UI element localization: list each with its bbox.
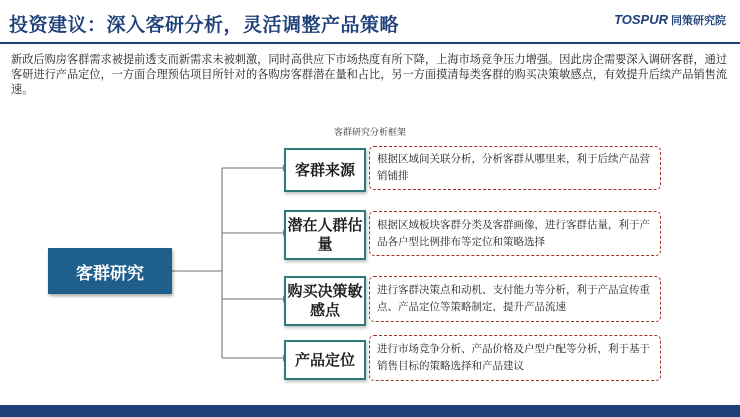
desc-customer-source: 根据区域间关联分析，分析客群从哪里来，利于后续产品营销铺排 [369,146,661,190]
page-title: 投资建议：深入客研分析，灵活调整产品策略 [9,14,400,36]
node-customer-source: 客群来源 [284,148,366,192]
logo-text: TOSPUR [614,12,668,27]
intro-paragraph: 新政后购房客群需求被提前透支而新需求未被刺激，同时高供应下市场热度有所下降，上海市场竞争压力增强。因此房企需要深入调研客群，通过客研进行产品定位，一方面合理预估项目所针对的各购房客群潜在量和占比，另一方面摸清每类客群的购买决策敏感点，有效提升后续产品销售流速。 [11,53,728,96]
root-node-customer-research: 客群研究 [48,248,172,294]
diagram-caption: 客群研究分析框架 [334,128,407,138]
node-potential-volume: 潜在人群估量 [284,210,366,260]
node-purchase-factors: 购买决策敏感点 [284,276,366,326]
desc-product-positioning: 进行市场竞争分析、产品价格及户型户配等分析，利于基于销售目标的策略选择和产品建议 [369,335,661,381]
logo-subtitle: 同策研究院 [671,15,726,27]
desc-purchase-factors: 进行客群决策点和动机、支付能力等分析，利于产品宣传重点、产品定位等策略制定，提升产品流速 [369,276,661,322]
footer-bar [0,405,740,417]
desc-potential-volume: 根据区域板块客群分类及客群画像，进行客群估量，利于产品各户型比例排布等定位和策略选择 [369,211,661,256]
node-product-positioning: 产品定位 [284,340,366,380]
